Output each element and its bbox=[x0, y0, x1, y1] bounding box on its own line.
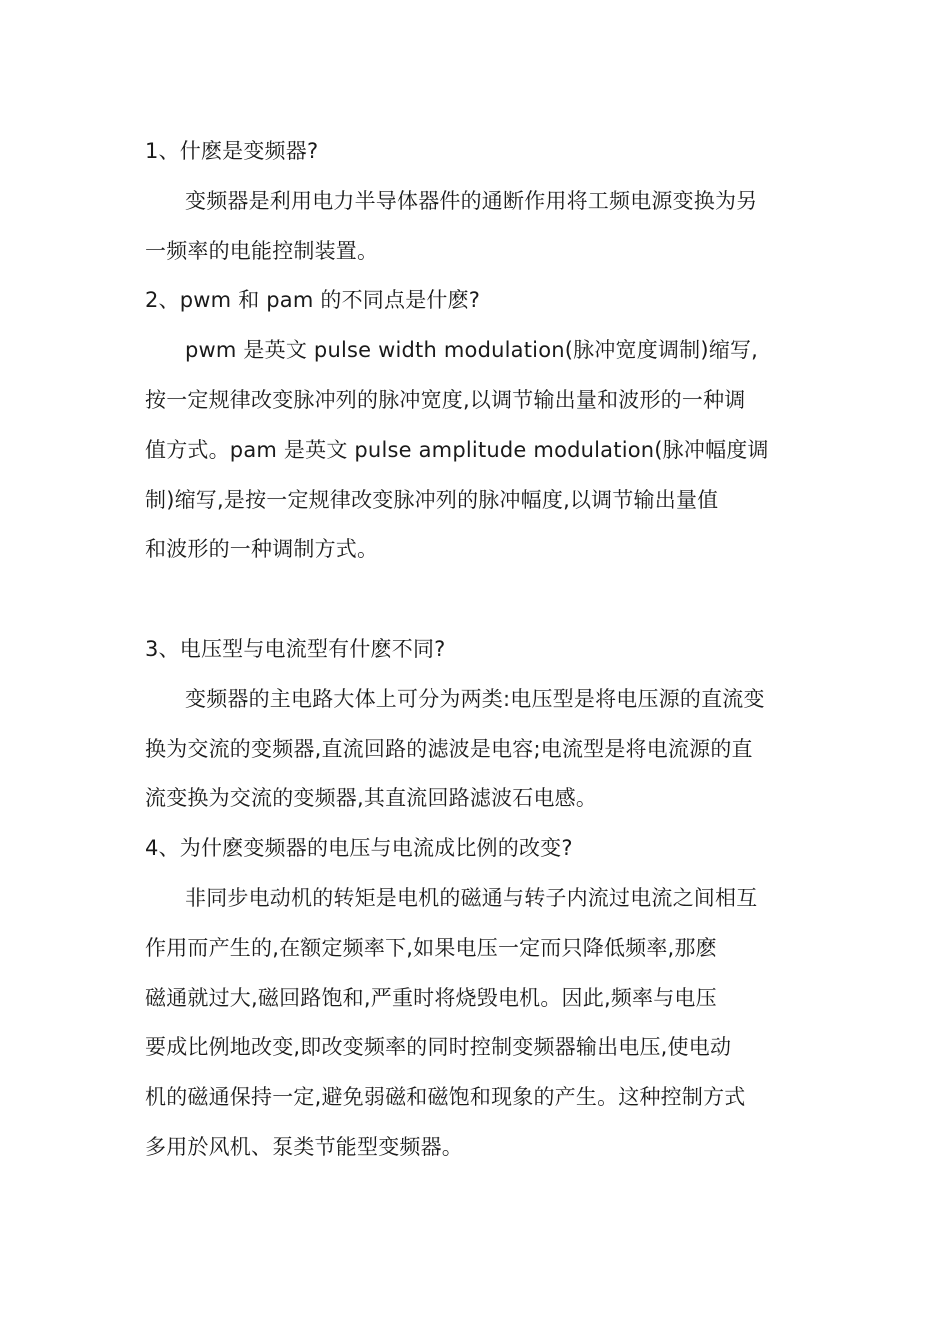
section-1-heading: 1、什麽是变频器? bbox=[145, 139, 319, 163]
section-2-paragraph-line: 制)缩写,是按一定规律改变脉冲列的脉冲幅度,以调节输出量值 bbox=[145, 487, 719, 512]
section-2-paragraph-line: 值方式。pam 是英文 pulse amplitude modulation(脉冲幅度调 bbox=[145, 437, 769, 462]
section-4-heading: 4、为什麽变频器的电压与电流成比例的改变? bbox=[145, 836, 573, 861]
section-3-paragraph-line: 换为交流的变频器,直流回路的滤波是电容;电流型是将电流源的直 bbox=[145, 736, 753, 761]
section-2-paragraph-line: pwm 是英文 pulse width modulation(脉冲宽度调制)缩写, bbox=[185, 338, 759, 363]
section-4-paragraph-line: 磁通就过大,磁回路饱和,严重时将烧毁电机。因此,频率与电压 bbox=[145, 985, 717, 1010]
section-2-paragraph-line: 和波形的一种调制方式。 bbox=[145, 537, 379, 562]
section-4-paragraph-line: 多用於风机、泵类节能型变频器。 bbox=[145, 1134, 463, 1159]
section-3-heading: 3、电压型与电流型有什麽不同? bbox=[145, 636, 446, 661]
section-4-paragraph-line: 作用而产生的,在额定频率下,如果电压一定而只降低频率,那麽 bbox=[145, 935, 717, 960]
document-body bbox=[145, 127, 805, 1173]
section-2-paragraph-line: 按一定规律改变脉冲列的脉冲宽度,以调节输出量和波形的一种调 bbox=[145, 387, 746, 412]
section-3-paragraph-line: 变频器的主电路大体上可分为两类:电压型是将电压源的直流变 bbox=[185, 686, 765, 711]
section-4-paragraph-line: 要成比例地改变,即改变频率的同时控制变频器输出电压,使电动 bbox=[145, 1035, 732, 1060]
blank-line bbox=[145, 575, 805, 625]
section-1-paragraph-line: 变频器是利用电力半导体器件的通断作用将工频电源变换为另 bbox=[185, 188, 758, 213]
section-1-paragraph-line: 一频率的电能控制装置。 bbox=[145, 238, 379, 263]
section-4-paragraph-line: 机的磁通保持一定,避免弱磁和磁饱和现象的产生。这种控制方式 bbox=[145, 1085, 746, 1110]
section-4-paragraph-line: 非同步电动机的转矩是电机的磁通与转子内流过电流之间相互 bbox=[185, 885, 758, 910]
section-2-heading: 2、pwm 和 pam 的不同点是什麽? bbox=[145, 288, 481, 313]
section-3-paragraph-line: 流变换为交流的变频器,其直流回路滤波石电感。 bbox=[145, 786, 598, 811]
